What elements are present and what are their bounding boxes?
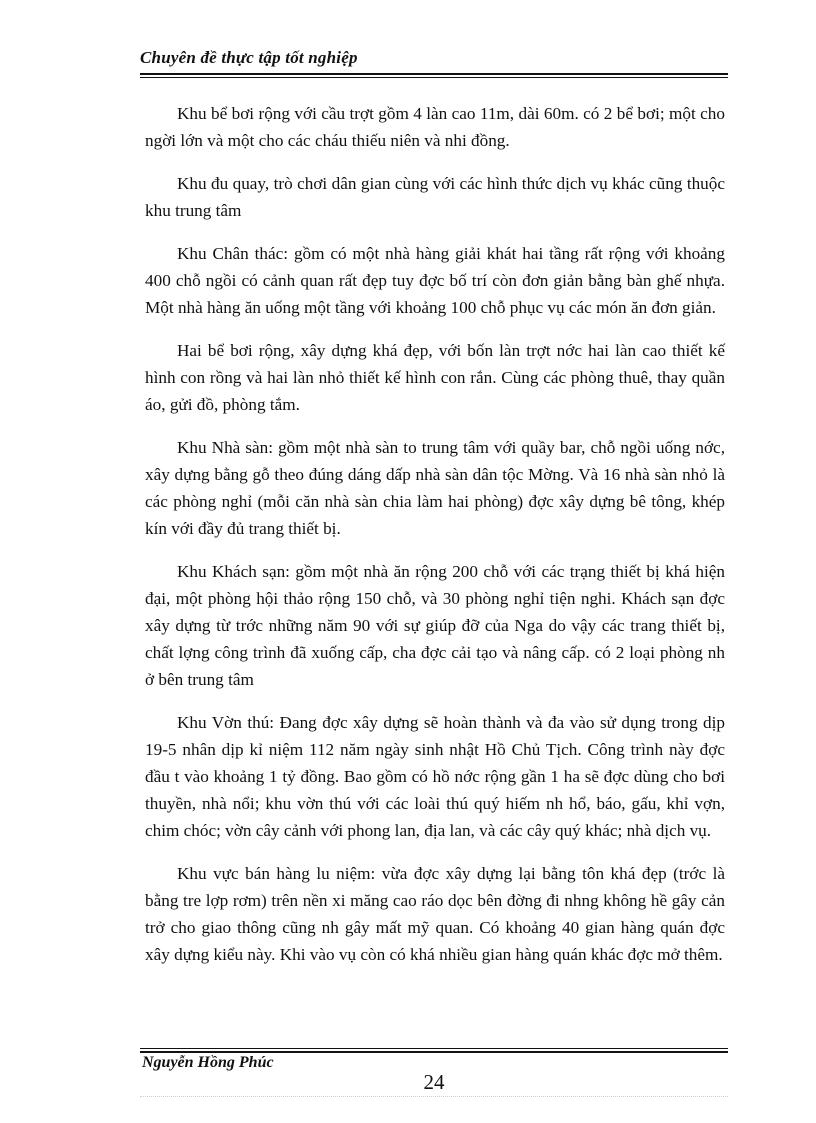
footer-author: Nguyễn Hồng Phúc <box>142 1054 274 1071</box>
header-title: Chuyên đề thực tập tốt nghiệp <box>140 48 358 67</box>
header-rule <box>140 73 728 78</box>
page-header <box>140 48 728 68</box>
footer-rule <box>140 1048 728 1053</box>
paragraph: Khu Chân thác: gồm có một nhà hàng giải khát hai tầng rất rộng với khoảng 400 chỗ ngồi có cảnh quan rất đẹp tuy đợc bố trí còn đơn giản bằng bàn ghế nhựa. Một nhà hàng ăn uống một tầng với khoảng 100 chỗ phục vụ các món ăn đơn giản. <box>145 244 725 317</box>
bottom-divider <box>140 1096 728 1097</box>
paragraph: Khu vực bán hàng lu niệm: vừa đợc xây dựng lại bằng tôn khá đẹp (trớc là bằng tre lợp rơm) trên nền xi măng cao ráo dọc bên đờng đi nhng không hề gây cản trở cho giao thông cũng nh gây mất mỹ quan. Có khoảng 40 gian hàng quán đợc xây dựng kiểu này. Khi vào vụ còn có khá nhiều gian hàng quán khác đợc mở thêm. <box>145 864 725 964</box>
paragraph: Khu đu quay, trò chơi dân gian cùng với các hình thức dịch vụ khác cũng thuộc khu trung tâm <box>145 174 725 220</box>
paragraph: Khu Nhà sàn: gồm một nhà sàn to trung tâm với quầy bar, chỗ ngồi uống nớc, xây dựng bằng gỗ theo đúng dáng dấp nhà sàn dân tộc Mờng. Và 16 nhà sàn nhỏ là các phòng nghỉ (mỗi căn nhà sàn chia làm hai phòng) đợc xây dựng bê tông, khép kín với đầy đủ trang thiết bị. <box>145 438 725 538</box>
document-body <box>145 100 725 984</box>
paragraph: Hai bể bơi rộng, xây dựng khá đẹp, với bốn làn trợt nớc hai làn cao thiết kế hình con rồng và hai làn nhỏ thiết kế hình con rắn. Cùng các phòng thuê, thay quần áo, gửi đồ, phòng tắm. <box>145 341 725 414</box>
paragraph: Khu Vờn thú: Đang đợc xây dựng sẽ hoàn thành và đa vào sử dụng trong dịp 19-5 nhân dịp kỉ niệm 112 năm ngày sinh nhật Hồ Chủ Tịch. Công trình này đợc đầu t vào khoảng 1 tỷ đồng. Bao gồm có hồ nớc rộng gần 1 ha sẽ đợc dùng cho bơi thuyền, nhà nổi; khu vờn thú với các loài thú quý hiếm nh hổ, báo, gấu, khỉ vợn, chim chóc; vờn cây cảnh với phong lan, địa lan, và các cây quý khác; nhà dịch vụ. <box>145 713 725 840</box>
paragraph: Khu Khách sạn: gồm một nhà ăn rộng 200 chỗ với các trạng thiết bị khá hiện đại, một phòng hội thảo rộng 150 chỗ, và 30 phòng nghỉ tiện nghi. Khách sạn đợc xây dựng từ trớc những năm 90 với sự giúp đỡ của Nga do vậy các trang thiết bị, chất lợng công trình đã xuống cấp, cha đợc cải tạo và nâng cấp. có 2 loại phòng nh ở bên trung tâm <box>145 562 725 689</box>
paragraph: Khu bể bơi rộng với cầu trợt gồm 4 làn cao 11m, dài 60m. có 2 bể bơi; một cho ngời lớn và một cho các cháu thiếu niên và nhi đồng. <box>145 104 725 150</box>
page-number: 24 <box>423 1070 445 1094</box>
